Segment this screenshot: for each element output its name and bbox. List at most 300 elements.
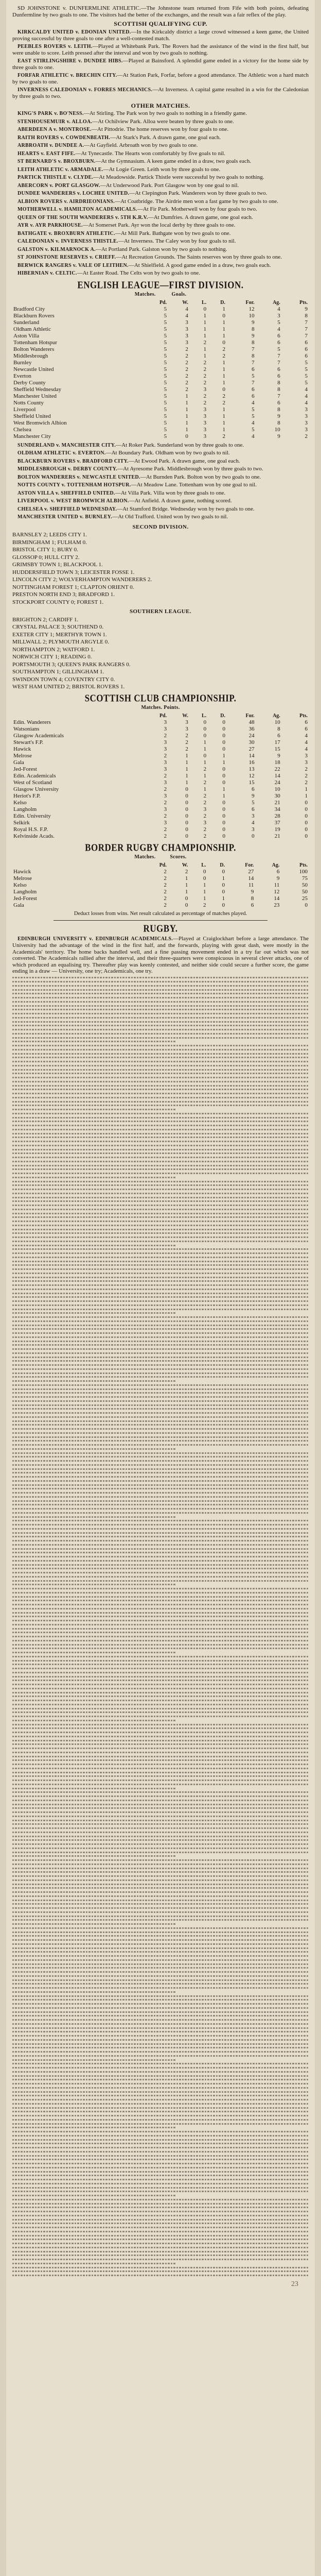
stat-cell: 6 xyxy=(252,786,255,792)
stat-cell: 2 xyxy=(185,745,188,752)
match-report-text: —At Stark's Park. A drawn game, one goal each. xyxy=(110,134,221,141)
stat-cell: 9 xyxy=(251,888,254,895)
stat-cell: 1 xyxy=(222,406,225,413)
text-line-texture xyxy=(12,1200,309,1202)
match-report-text: —At Somerset Park. Ayr won the local derby by three goals to one. xyxy=(82,222,236,228)
match-report-text: —In the Kirkcaldy district a large crowd witnessed a keen game, the United proving successful by three goals to one after a well-contested match. xyxy=(12,28,309,42)
text-line-texture xyxy=(12,2011,309,2013)
team-name: Aston Villa xyxy=(13,332,40,339)
stat-cell: 4 xyxy=(252,399,255,406)
text-line-texture xyxy=(12,1696,309,1697)
stat-cell: 2 xyxy=(203,379,207,386)
stat-cell: 1 xyxy=(203,326,207,332)
stat-cell: 1 xyxy=(185,759,188,766)
team-name: Heriot's F.P. xyxy=(13,792,41,799)
stat-cell: 6 xyxy=(277,732,280,739)
match-report-text: —Played at Bainsford. A splendid game ended in a victory for the home side by three goals to one. xyxy=(12,57,309,71)
text-line-texture xyxy=(12,1884,309,1885)
text-line-texture xyxy=(12,1396,309,1398)
column-header: For. xyxy=(245,299,255,306)
stat-cell: 1 xyxy=(222,359,225,366)
text-line-texture xyxy=(12,1939,309,1941)
match-report-heading: CALEDONIAN v. INVERNESS THISTLE. xyxy=(17,239,118,244)
stat-cell: 2 xyxy=(185,379,188,386)
table-row xyxy=(12,826,309,833)
text-line-texture xyxy=(12,2159,309,2160)
stat-cell: 9 xyxy=(252,319,255,326)
stat-cell: 2 xyxy=(164,812,167,819)
text-line-texture xyxy=(12,2127,175,2128)
stat-cell: 0 xyxy=(185,833,188,839)
text-line-texture xyxy=(12,1807,309,1809)
table-row xyxy=(12,380,309,386)
stat-cell: 3 xyxy=(305,413,308,419)
text-line-texture xyxy=(12,2019,309,2021)
stat-cell: 0 xyxy=(222,386,225,393)
border-championship-table xyxy=(12,862,309,909)
match-report-text: —At Coatbridge. The Airdrie men won a fast game by two goals to one. xyxy=(115,198,278,205)
table-row xyxy=(12,902,309,909)
text-line-texture xyxy=(12,1125,309,1126)
stat-cell: 0 xyxy=(222,772,225,779)
stat-cell: 0 xyxy=(222,745,225,752)
stat-cell: 6 xyxy=(305,719,308,725)
text-line-texture xyxy=(12,1296,309,1298)
stat-cell: 3 xyxy=(203,433,207,439)
stat-cell: 4 xyxy=(305,739,308,745)
text-line-texture xyxy=(12,1005,309,1007)
stat-cell: 0 xyxy=(185,902,188,908)
team-name: Edin. University xyxy=(13,812,51,819)
newspaper-page xyxy=(6,0,315,2576)
column-header: Pd. xyxy=(159,862,167,868)
stat-cell: 5 xyxy=(164,372,167,379)
text-line-texture xyxy=(12,1029,309,1030)
stat-cell: 15 xyxy=(248,779,255,786)
club-championship-column-group: Matches. Points. xyxy=(141,705,180,710)
stat-cell: 10 xyxy=(274,786,280,792)
intro-paragraph: SD JOHNSTONE v. DUNFERMLINE ATHLETIC.—The Johnstone team returned from Fife with both points, defeating Dunfermline by two goals to one. The visitors had the better of the exchanges, and the result was a fair reflex of the play. xyxy=(12,5,309,18)
stat-cell: 0 xyxy=(222,819,225,826)
match-report-heading: BATHGATE v. BROXBURN ATHLETIC. xyxy=(17,230,115,236)
table-row xyxy=(12,875,309,882)
text-line-texture xyxy=(12,2155,309,2157)
stat-cell: 3 xyxy=(185,332,188,339)
stat-cell: 6 xyxy=(252,366,255,372)
qualifying-cup-reports xyxy=(12,29,309,100)
text-line-texture xyxy=(12,2151,309,2153)
column-header: L. xyxy=(201,862,206,868)
match-report-text: —At Pittodrie. The home reserves won by four goals to one. xyxy=(91,126,229,132)
stat-cell: 0 xyxy=(222,732,225,739)
stat-cell: 0 xyxy=(203,306,207,312)
stat-cell: 1 xyxy=(203,895,206,902)
stat-cell: 0 xyxy=(222,725,225,732)
match-report xyxy=(12,110,309,117)
text-line-texture xyxy=(12,1304,309,1306)
text-line-texture xyxy=(12,1668,309,1669)
rugby-report-heading: EDINBURGH UNIVERSITY v. EDINBURGH ACADEMICALS. xyxy=(17,936,173,942)
stat-cell: 0 xyxy=(222,739,225,745)
stat-cell: 2 xyxy=(203,766,207,772)
stat-cell: 5 xyxy=(164,366,167,372)
team-name: Stewart's F.P. xyxy=(13,739,44,745)
column-header: Pts. xyxy=(299,299,308,306)
text-line-texture xyxy=(12,1736,309,1737)
text-line-texture xyxy=(12,1252,309,1254)
match-report-heading: LEITH ATHLETIC v. ARMADALE. xyxy=(17,166,103,173)
team-name: Sheffield Wednesday xyxy=(13,386,62,393)
section-heading-qualifying-cup: SCOTTISH QUALIFYING CUP. xyxy=(114,20,207,27)
text-line-texture xyxy=(12,2067,309,2069)
text-line-texture xyxy=(12,2143,309,2144)
match-report xyxy=(12,134,309,142)
stat-cell: 0 xyxy=(185,826,188,833)
stat-cell: 0 xyxy=(252,833,255,839)
border-championship-column-group: Matches. Scores. xyxy=(134,854,187,860)
stat-cell: 0 xyxy=(222,312,225,319)
stat-cell: 2 xyxy=(305,772,308,779)
team-name: Kelso xyxy=(13,799,27,806)
text-line-texture xyxy=(12,1432,309,1434)
text-line-texture xyxy=(12,1380,175,1382)
text-line-texture xyxy=(12,1979,309,1981)
stat-cell: 2 xyxy=(203,366,207,372)
text-line-texture xyxy=(12,1460,309,1462)
stat-cell: 8 xyxy=(252,352,255,359)
text-line-texture xyxy=(12,1827,309,1829)
text-line-texture xyxy=(12,1157,309,1158)
match-report-heading: GALSTON v. KILMARNOCK A. xyxy=(17,246,96,252)
table-row xyxy=(12,813,309,820)
team-name: Gala xyxy=(13,759,24,766)
text-line-texture xyxy=(12,2059,175,2061)
result-line: WEST HAM UNITED 2; BRISTOL ROVERS 1. xyxy=(12,684,125,690)
text-line-texture xyxy=(12,1456,309,1458)
match-report xyxy=(12,166,309,174)
league-match-report-text: —At Meadow Lane. Tottenham won by one goal to nil. xyxy=(131,482,257,488)
rugby-title: RUGBY. xyxy=(143,923,178,935)
stat-cell: 1 xyxy=(222,752,225,759)
stat-cell: 8 xyxy=(277,386,280,393)
text-line-texture xyxy=(12,1836,309,1837)
stat-cell: 0 xyxy=(222,882,225,888)
league-match-report xyxy=(12,514,309,521)
result-line: NOTTINGHAM FOREST 1; CLAPTON ORIENT 0. xyxy=(12,584,134,590)
stat-cell: 0 xyxy=(222,799,225,806)
table-row xyxy=(12,326,309,333)
text-line-texture xyxy=(12,1907,309,1909)
stat-cell: 50 xyxy=(302,882,308,888)
text-line-texture xyxy=(12,1316,309,1318)
league-match-report-text: —At Burnden Park. Bolton won by two goals to one. xyxy=(140,473,261,480)
team-name: Kelso xyxy=(13,882,27,888)
text-line-texture xyxy=(12,2227,309,2228)
text-line-texture xyxy=(12,1264,309,1266)
second-division-results xyxy=(12,532,309,605)
column-header: W. xyxy=(182,862,188,868)
table-row xyxy=(12,340,309,346)
text-line-texture xyxy=(12,1680,309,1681)
stat-cell: 7 xyxy=(277,393,280,399)
text-line-texture xyxy=(12,1795,309,1797)
match-report xyxy=(12,150,309,158)
text-line-texture xyxy=(12,1141,309,1142)
stat-cell: 1 xyxy=(203,332,207,339)
text-line-texture xyxy=(12,2087,309,2089)
result-line: HUDDERSFIELD TOWN 3; LEICESTER FOSSE 1. xyxy=(12,569,135,575)
text-line-texture xyxy=(12,1452,309,1454)
stat-cell: 0 xyxy=(203,752,207,759)
match-report xyxy=(12,230,309,238)
table-row xyxy=(12,833,309,840)
match-report-text: —At Gayfield. Arbroath won by two goals to one. xyxy=(84,142,198,148)
stat-cell: 5 xyxy=(252,799,255,806)
stat-cell: 7 xyxy=(277,352,280,359)
stat-cell: 7 xyxy=(252,379,255,386)
stat-cell: 27 xyxy=(248,868,254,875)
club-championship-title: SCOTTISH CLUB CHAMPIONSHIP. xyxy=(84,692,237,704)
stat-cell: 0 xyxy=(305,799,308,806)
stat-cell: 0 xyxy=(185,806,188,812)
text-line-texture xyxy=(12,2199,309,2200)
stat-cell: 3 xyxy=(185,326,188,332)
text-line-texture xyxy=(12,1424,309,1426)
text-line-texture xyxy=(12,1788,175,1789)
text-line-texture xyxy=(12,1664,309,1665)
text-line-texture xyxy=(12,1177,175,1178)
stat-cell: 3 xyxy=(305,426,308,433)
text-line-texture xyxy=(12,1648,309,1649)
stat-cell: 0 xyxy=(222,868,225,875)
text-line-texture xyxy=(12,1133,309,1134)
match-report-text: —At Shielfield. A good game ended in a draw, two goals each. xyxy=(128,262,271,268)
team-name: Chelsea xyxy=(13,426,31,433)
column-header: D. xyxy=(220,299,225,306)
result-line: BARNSLEY 2; LEEDS CITY 1. xyxy=(12,532,87,538)
league-match-report xyxy=(12,474,309,481)
text-line-texture xyxy=(12,1001,309,1003)
stat-cell: 8 xyxy=(277,419,280,426)
stat-cell: 1 xyxy=(222,332,225,339)
team-name: Bolton Wanderers xyxy=(13,346,55,352)
text-line-texture xyxy=(12,2123,309,2125)
text-line-texture xyxy=(12,1149,309,1150)
column-header: Pts. xyxy=(299,713,308,719)
text-line-texture xyxy=(12,2035,309,2037)
table-row xyxy=(12,360,309,366)
text-line-texture xyxy=(12,2147,309,2148)
text-line-texture xyxy=(12,1332,309,1334)
stat-cell: 3 xyxy=(252,812,255,819)
text-line-texture xyxy=(12,2051,309,2053)
stat-cell: 8 xyxy=(252,339,255,346)
stat-cell: 3 xyxy=(164,725,167,732)
stat-cell: 24 xyxy=(274,779,280,786)
text-line-texture xyxy=(12,1772,309,1773)
stat-cell: 5 xyxy=(164,426,167,433)
stat-cell: 11 xyxy=(248,882,254,888)
stat-cell: 1 xyxy=(222,366,225,372)
match-report xyxy=(12,43,309,57)
text-line-texture xyxy=(12,1061,309,1062)
league-match-report xyxy=(12,458,309,465)
stat-cell: 1 xyxy=(203,786,207,792)
result-line: BRISTOL CITY 1; BURY 0. xyxy=(12,547,78,553)
stat-cell: 3 xyxy=(164,745,167,752)
stat-cell: 1 xyxy=(185,399,188,406)
match-report-heading: PARTICK THISTLE v. CLYDE. xyxy=(17,175,94,180)
match-report-heading: PEEBLES ROVERS v. LEITH. xyxy=(17,43,93,49)
stat-cell: 2 xyxy=(305,433,308,439)
text-line-texture xyxy=(12,2063,309,2064)
text-line-texture xyxy=(12,1660,309,1662)
stat-cell: 5 xyxy=(164,306,167,312)
text-line-texture xyxy=(12,1811,309,1813)
result-line: GLOSSOP 0; HULL CITY 2. xyxy=(12,554,80,561)
text-line-texture xyxy=(12,1013,309,1014)
match-report-text: —At Tynecastle. The Hearts won comfortably by five goals to nil. xyxy=(75,150,225,157)
league-match-report xyxy=(12,498,309,505)
match-report-text: —At Inverness. A capital game resulted in a win for the Caledonian by three goals to two. xyxy=(12,86,309,99)
text-line-texture xyxy=(12,1879,309,1881)
stat-cell: 2 xyxy=(222,393,225,399)
match-report-heading: AYR v. AYR PARKHOUSE. xyxy=(17,223,83,228)
team-name: Sunderland xyxy=(13,319,40,326)
text-line-texture xyxy=(12,2135,309,2137)
stat-cell: 2 xyxy=(222,399,225,406)
stat-cell: 0 xyxy=(305,812,308,819)
text-line-texture xyxy=(12,1955,309,1957)
stat-cell: 3 xyxy=(164,759,167,766)
text-line-texture xyxy=(12,1592,309,1594)
team-name: Langholm xyxy=(13,888,37,895)
text-line-texture xyxy=(12,1181,309,1182)
table-row xyxy=(12,726,309,733)
stat-cell: 0 xyxy=(305,806,308,812)
result-line: SWINDON TOWN 4; COVENTRY CITY 0. xyxy=(12,676,115,683)
text-line-texture xyxy=(12,1859,309,1861)
table-row xyxy=(12,366,309,373)
text-line-texture xyxy=(12,1168,309,1170)
text-line-texture xyxy=(12,1388,309,1390)
stat-cell: 3 xyxy=(164,766,167,772)
rugby-report xyxy=(12,936,309,975)
text-line-texture xyxy=(12,1711,309,1713)
stat-cell: 6 xyxy=(277,372,280,379)
stat-cell: 2 xyxy=(185,386,188,393)
stat-cell: 1 xyxy=(203,319,207,326)
text-line-texture xyxy=(12,2239,309,2240)
stat-cell: 1 xyxy=(222,326,225,332)
stat-cell: 0 xyxy=(222,766,225,772)
stat-cell: 1 xyxy=(203,888,206,895)
table-header-row xyxy=(12,862,309,869)
text-line-texture xyxy=(12,1109,175,1110)
stat-cell: 12 xyxy=(248,772,255,779)
text-line-texture xyxy=(12,1320,309,1322)
team-name: Glasgow Academicals xyxy=(13,732,64,739)
match-report-text: —Played at Whitebank Park. The Rovers had the assistance of the wind in the first half, but were unable to score. Leith pressed after the interval and won by two goals to nothing. xyxy=(12,43,309,56)
stat-cell: 10 xyxy=(248,312,255,319)
match-report-heading: FORFAR ATHLETIC v. BRECHIN CITY. xyxy=(17,72,117,78)
stat-cell: 1 xyxy=(203,352,207,359)
text-line-texture xyxy=(12,1740,309,1741)
league-match-report-text: —At Stamford Bridge. Wednesday won by two goals to one. xyxy=(117,505,255,512)
text-line-texture xyxy=(12,1991,175,1993)
column-header: D. xyxy=(220,862,225,868)
stat-cell: 0 xyxy=(185,819,188,826)
stat-cell: 3 xyxy=(203,806,207,812)
column-header xyxy=(12,299,142,306)
stat-cell: 5 xyxy=(305,359,308,366)
text-line-texture xyxy=(12,1341,309,1342)
text-line-texture xyxy=(12,2270,309,2272)
stat-cell: 1 xyxy=(222,786,225,792)
stat-cell: 10 xyxy=(274,426,280,433)
team-name: Hawick xyxy=(13,868,31,875)
text-line-texture xyxy=(12,2043,309,2045)
text-line-texture xyxy=(12,1919,309,1921)
stat-cell: 25 xyxy=(302,895,308,902)
league-match-report-heading: ASTON VILLA v. SHEFFIELD UNITED. xyxy=(17,490,115,496)
text-line-texture xyxy=(12,2039,309,2041)
text-line-texture xyxy=(12,1117,309,1118)
text-line-texture xyxy=(12,2243,309,2244)
stat-cell: 2 xyxy=(222,433,225,439)
southern-league-title: SOUTHERN LEAGUE. xyxy=(129,608,192,615)
league-match-report-text: —At Villa Park. Villa won by three goals to one. xyxy=(115,489,226,496)
stat-cell: 1 xyxy=(185,772,188,779)
team-name: Melrose xyxy=(13,875,32,882)
section-divider xyxy=(53,920,268,921)
text-line-texture xyxy=(12,1871,309,1873)
text-line-texture xyxy=(12,1839,309,1841)
stat-cell: 6 xyxy=(305,352,308,359)
text-line-texture xyxy=(12,2207,309,2208)
stat-cell: 2 xyxy=(203,359,207,366)
stat-cell: 5 xyxy=(164,319,167,326)
stat-cell: 1 xyxy=(222,413,225,419)
text-line-texture xyxy=(12,1357,309,1358)
text-line-texture xyxy=(12,1775,309,1777)
team-name: Newcastle United xyxy=(13,366,54,372)
column-header: For. xyxy=(245,713,255,719)
text-line-texture xyxy=(12,1967,309,1969)
text-line-texture xyxy=(12,1236,309,1238)
text-line-texture xyxy=(12,1496,309,1498)
stat-cell: 2 xyxy=(203,833,207,839)
result-line: MILLWALL 2; PLYMOUTH ARGYLE 0. xyxy=(12,639,110,645)
stat-cell: 5 xyxy=(164,379,167,386)
stat-cell: 36 xyxy=(248,725,255,732)
match-report-text: —At the Gymnasium. A keen game ended in a draw, two goals each. xyxy=(95,158,252,164)
stat-cell: 14 xyxy=(248,875,254,882)
text-line-texture xyxy=(12,2247,309,2248)
team-name: Sheffield United xyxy=(13,413,51,419)
text-line-texture xyxy=(12,2187,309,2189)
column-header: L. xyxy=(202,713,207,719)
text-line-texture xyxy=(12,1492,309,1494)
stat-cell: 2 xyxy=(222,346,225,352)
league-match-report-heading: BLACKBURN ROVERS v. BRADFORD CITY. xyxy=(17,458,129,464)
text-line-texture xyxy=(12,1524,309,1526)
team-name: Middlesbrough xyxy=(13,352,48,359)
league-match-report-heading: MANCHESTER UNITED v. BURNLEY. xyxy=(17,514,113,520)
result-line: LINCOLN CITY 2; WOLVERHAMPTON WANDERERS 2. xyxy=(12,577,152,583)
table-row xyxy=(12,313,309,319)
text-line-texture xyxy=(12,2107,309,2109)
